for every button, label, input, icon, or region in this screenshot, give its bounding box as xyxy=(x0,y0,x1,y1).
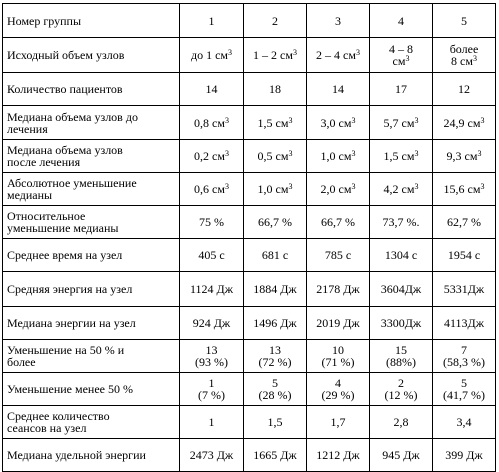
value-cell xyxy=(244,38,307,73)
row-label-cell xyxy=(3,106,180,140)
cell-value: 1,0 см xyxy=(320,149,352,163)
cell-value: до 1 см xyxy=(190,48,229,62)
cell-value: 2,8 xyxy=(393,415,409,429)
value-cell xyxy=(433,140,496,173)
table-row xyxy=(3,38,496,73)
row-label: Исходный объем узлов xyxy=(7,48,125,62)
cell-value: 1954 с xyxy=(447,248,481,262)
cell-value: 75 % xyxy=(199,215,224,229)
cell-value: 17 xyxy=(395,82,407,96)
cell-value: более 8 см xyxy=(449,42,479,68)
cell-value: 2,0 см xyxy=(320,182,352,196)
cell-value: 2 xyxy=(272,13,278,28)
value-cell xyxy=(370,106,433,140)
unit-superscript: 3 xyxy=(472,54,477,63)
value-cell xyxy=(180,106,244,140)
value-cell xyxy=(180,38,244,73)
cell-value: 5 (41,7 %) xyxy=(443,376,485,402)
table-row xyxy=(3,239,496,272)
value-cell xyxy=(180,340,244,373)
cell-value: 1 xyxy=(208,13,215,28)
cell-value: 0,8 см xyxy=(194,115,225,130)
value-cell xyxy=(433,38,496,73)
cell-value: 3,0 см xyxy=(320,115,352,130)
unit-superscript: 3 xyxy=(480,182,485,191)
value-cell xyxy=(370,38,433,73)
table-row xyxy=(3,73,496,106)
unit-superscript: 3 xyxy=(288,115,293,125)
value-cell xyxy=(307,340,370,373)
value-cell xyxy=(433,173,496,206)
unit-superscript: 3 xyxy=(351,182,356,191)
cell-value: 66,7 % xyxy=(321,215,355,229)
row-label: Среднее время на узел xyxy=(7,248,123,262)
cell-value: 2473 Дж xyxy=(189,448,234,462)
table-row xyxy=(3,373,496,406)
row-label: Абсолютное уменьшение медианы xyxy=(7,176,137,202)
value-cell xyxy=(244,206,307,239)
value-cell xyxy=(180,406,244,439)
row-label: Медиана энергии на узел xyxy=(7,316,136,330)
value-cell xyxy=(370,239,433,272)
cell-value: 4 xyxy=(398,13,404,28)
cell-value: 924 Дж xyxy=(192,316,231,330)
value-cell xyxy=(180,272,244,307)
unit-superscript: 3 xyxy=(351,149,356,158)
value-cell xyxy=(180,239,244,272)
unit-superscript: 3 xyxy=(288,182,293,191)
cell-value: 0,2 см xyxy=(194,149,225,163)
row-label: Медиана объема узлов после лечения xyxy=(7,143,123,169)
value-cell xyxy=(370,173,433,206)
value-cell xyxy=(370,373,433,406)
cell-value: 3,4 xyxy=(456,415,472,429)
row-label-cell xyxy=(3,307,180,340)
value-cell xyxy=(180,4,244,38)
cell-value: 3300Дж xyxy=(380,316,422,330)
unit-superscript: 3 xyxy=(288,149,293,158)
value-cell xyxy=(433,340,496,373)
row-label-cell xyxy=(3,4,180,38)
table-row xyxy=(3,4,496,38)
cell-value: 3604Дж xyxy=(380,282,422,296)
value-cell xyxy=(244,4,307,38)
value-cell xyxy=(244,106,307,140)
cell-value: 4 – 8 см xyxy=(389,42,413,68)
unit-superscript: 3 xyxy=(480,115,485,125)
value-cell xyxy=(180,307,244,340)
cell-value: 1 xyxy=(208,415,215,429)
value-cell xyxy=(433,373,496,406)
value-cell xyxy=(244,140,307,173)
cell-value: 24,9 см xyxy=(443,115,481,130)
value-cell xyxy=(433,272,496,307)
value-cell xyxy=(180,73,244,106)
cell-value: 18 xyxy=(269,82,281,96)
cell-value: 1,0 см xyxy=(257,182,289,196)
value-cell xyxy=(433,106,496,140)
cell-value: 1304 с xyxy=(384,248,418,262)
cell-value: 1 – 2 см xyxy=(253,48,293,62)
cell-value: 4113Дж xyxy=(443,316,485,330)
value-cell xyxy=(180,439,244,472)
table-row xyxy=(3,439,496,472)
row-label: Среднее количество сеансов на узел xyxy=(7,409,110,435)
cell-value: 12 xyxy=(458,82,470,96)
cell-value: 2019 Дж xyxy=(316,316,360,330)
unit-superscript: 3 xyxy=(405,54,410,63)
unit-superscript: 3 xyxy=(414,115,419,125)
cell-value: 10 (71 %) xyxy=(321,343,355,369)
table-row xyxy=(3,140,496,173)
cell-value: 62,7 % xyxy=(447,215,481,229)
cell-value: 1124 Дж xyxy=(189,282,234,296)
row-label-cell xyxy=(3,239,180,272)
value-cell xyxy=(307,173,370,206)
value-cell xyxy=(370,140,433,173)
value-cell xyxy=(370,272,433,307)
row-label: Количество пациентов xyxy=(7,82,123,96)
cell-value: 3 xyxy=(335,13,341,28)
cell-value: 13 (93 %) xyxy=(195,343,228,369)
row-label: Медиана удельной энергии xyxy=(7,448,146,462)
value-cell xyxy=(180,206,244,239)
row-label: Уменьшение менее 50 % xyxy=(7,382,133,396)
cell-value: 1,7 xyxy=(330,415,346,429)
row-label: Номер группы xyxy=(7,13,82,28)
cell-value: 14 xyxy=(332,82,344,96)
value-cell xyxy=(307,206,370,239)
unit-superscript: 3 xyxy=(224,149,229,158)
cell-value: 7 (58,3 %) xyxy=(443,343,485,369)
value-cell xyxy=(180,373,244,406)
value-cell xyxy=(307,406,370,439)
cell-value: 405 с xyxy=(198,248,225,262)
cell-value: 0,6 см xyxy=(194,182,225,196)
row-label: Средняя энергия на узел xyxy=(7,282,133,296)
table-row xyxy=(3,406,496,439)
cell-value: 4,2 см xyxy=(383,182,415,196)
value-cell xyxy=(433,4,496,38)
unit-superscript: 3 xyxy=(292,48,297,57)
row-label-cell xyxy=(3,206,180,239)
value-cell xyxy=(244,406,307,439)
cell-value: 399 Дж xyxy=(445,448,483,462)
value-cell xyxy=(370,73,433,106)
value-cell xyxy=(433,239,496,272)
value-cell xyxy=(307,38,370,73)
table-row xyxy=(3,307,496,340)
value-cell xyxy=(244,373,307,406)
table-row xyxy=(3,206,496,239)
value-cell xyxy=(370,340,433,373)
value-cell xyxy=(370,406,433,439)
table-row xyxy=(3,340,496,373)
value-cell xyxy=(433,439,496,472)
value-cell xyxy=(180,140,244,173)
cell-value: 5331Дж xyxy=(443,282,485,296)
row-label-cell xyxy=(3,406,180,439)
cell-value: 5 xyxy=(461,13,467,28)
cell-value: 1665 Дж xyxy=(253,448,297,462)
row-label-cell xyxy=(3,140,180,173)
cell-value: 15,6 см xyxy=(443,182,481,196)
unit-superscript: 3 xyxy=(477,149,482,158)
cell-value: 14 xyxy=(205,82,218,96)
value-cell xyxy=(370,307,433,340)
value-cell xyxy=(244,173,307,206)
value-cell xyxy=(370,206,433,239)
unit-superscript: 3 xyxy=(228,48,233,57)
value-cell xyxy=(307,239,370,272)
cell-value: 1212 Дж xyxy=(316,448,360,462)
row-label-cell xyxy=(3,373,180,406)
cell-value: 13 (72 %) xyxy=(258,343,292,369)
value-cell xyxy=(244,73,307,106)
cell-value: 5 (28 %) xyxy=(258,376,292,402)
unit-superscript: 3 xyxy=(224,182,229,191)
unit-superscript: 3 xyxy=(351,115,356,125)
value-cell xyxy=(307,373,370,406)
table-body xyxy=(3,4,496,472)
value-cell xyxy=(307,272,370,307)
cell-value: 9,3 см xyxy=(446,149,478,163)
value-cell xyxy=(244,307,307,340)
value-cell xyxy=(307,439,370,472)
value-cell xyxy=(307,140,370,173)
value-cell xyxy=(244,340,307,373)
cell-value: 945 Дж xyxy=(382,448,420,462)
cell-value: 4 (29 %) xyxy=(321,376,355,402)
cell-value: 785 с xyxy=(324,248,352,262)
value-cell xyxy=(433,307,496,340)
cell-value: 1496 Дж xyxy=(253,316,297,330)
row-label: Относительное уменьшение медианы xyxy=(7,209,119,235)
value-cell xyxy=(433,406,496,439)
row-label-cell xyxy=(3,272,180,307)
value-cell xyxy=(433,73,496,106)
row-label-cell xyxy=(3,38,180,73)
data-table xyxy=(2,3,496,472)
cell-value: 15 (88%) xyxy=(386,343,416,369)
unit-superscript: 3 xyxy=(224,115,229,125)
value-cell xyxy=(370,439,433,472)
unit-superscript: 3 xyxy=(414,182,419,191)
cell-value: 73,7 %. xyxy=(382,215,420,229)
cell-value: 1,5 см xyxy=(257,115,289,130)
cell-value: 1,5 xyxy=(267,415,283,429)
table-row xyxy=(3,173,496,206)
cell-value: 2 (12 %) xyxy=(384,376,418,402)
cell-value: 1884 Дж xyxy=(253,282,297,296)
cell-value: 1 (7 %) xyxy=(198,376,225,402)
value-cell xyxy=(370,4,433,38)
row-label: Медиана объема узлов до лечения xyxy=(7,109,138,136)
value-cell xyxy=(307,307,370,340)
cell-value: 0,5 см xyxy=(257,149,289,163)
unit-superscript: 3 xyxy=(355,48,360,57)
value-cell xyxy=(244,272,307,307)
row-label: Уменьшение на 50 % и более xyxy=(7,343,125,369)
row-label-cell xyxy=(3,340,180,373)
cell-value: 5,7 см xyxy=(383,115,415,130)
value-cell xyxy=(180,173,244,206)
cell-value: 1,5 см xyxy=(383,149,415,163)
cell-value: 681 с xyxy=(261,248,289,262)
table-row xyxy=(3,106,496,140)
value-cell xyxy=(244,439,307,472)
cell-value: 2178 Дж xyxy=(316,282,360,296)
value-cell xyxy=(307,73,370,106)
cell-value: 66,7 % xyxy=(258,215,292,229)
row-label-cell xyxy=(3,73,180,106)
unit-superscript: 3 xyxy=(414,149,419,158)
value-cell xyxy=(307,106,370,140)
value-cell xyxy=(433,206,496,239)
value-cell xyxy=(244,239,307,272)
row-label-cell xyxy=(3,173,180,206)
table-row xyxy=(3,272,496,307)
row-label-cell xyxy=(3,439,180,472)
cell-value: 2 – 4 см xyxy=(316,48,356,62)
value-cell xyxy=(307,4,370,38)
